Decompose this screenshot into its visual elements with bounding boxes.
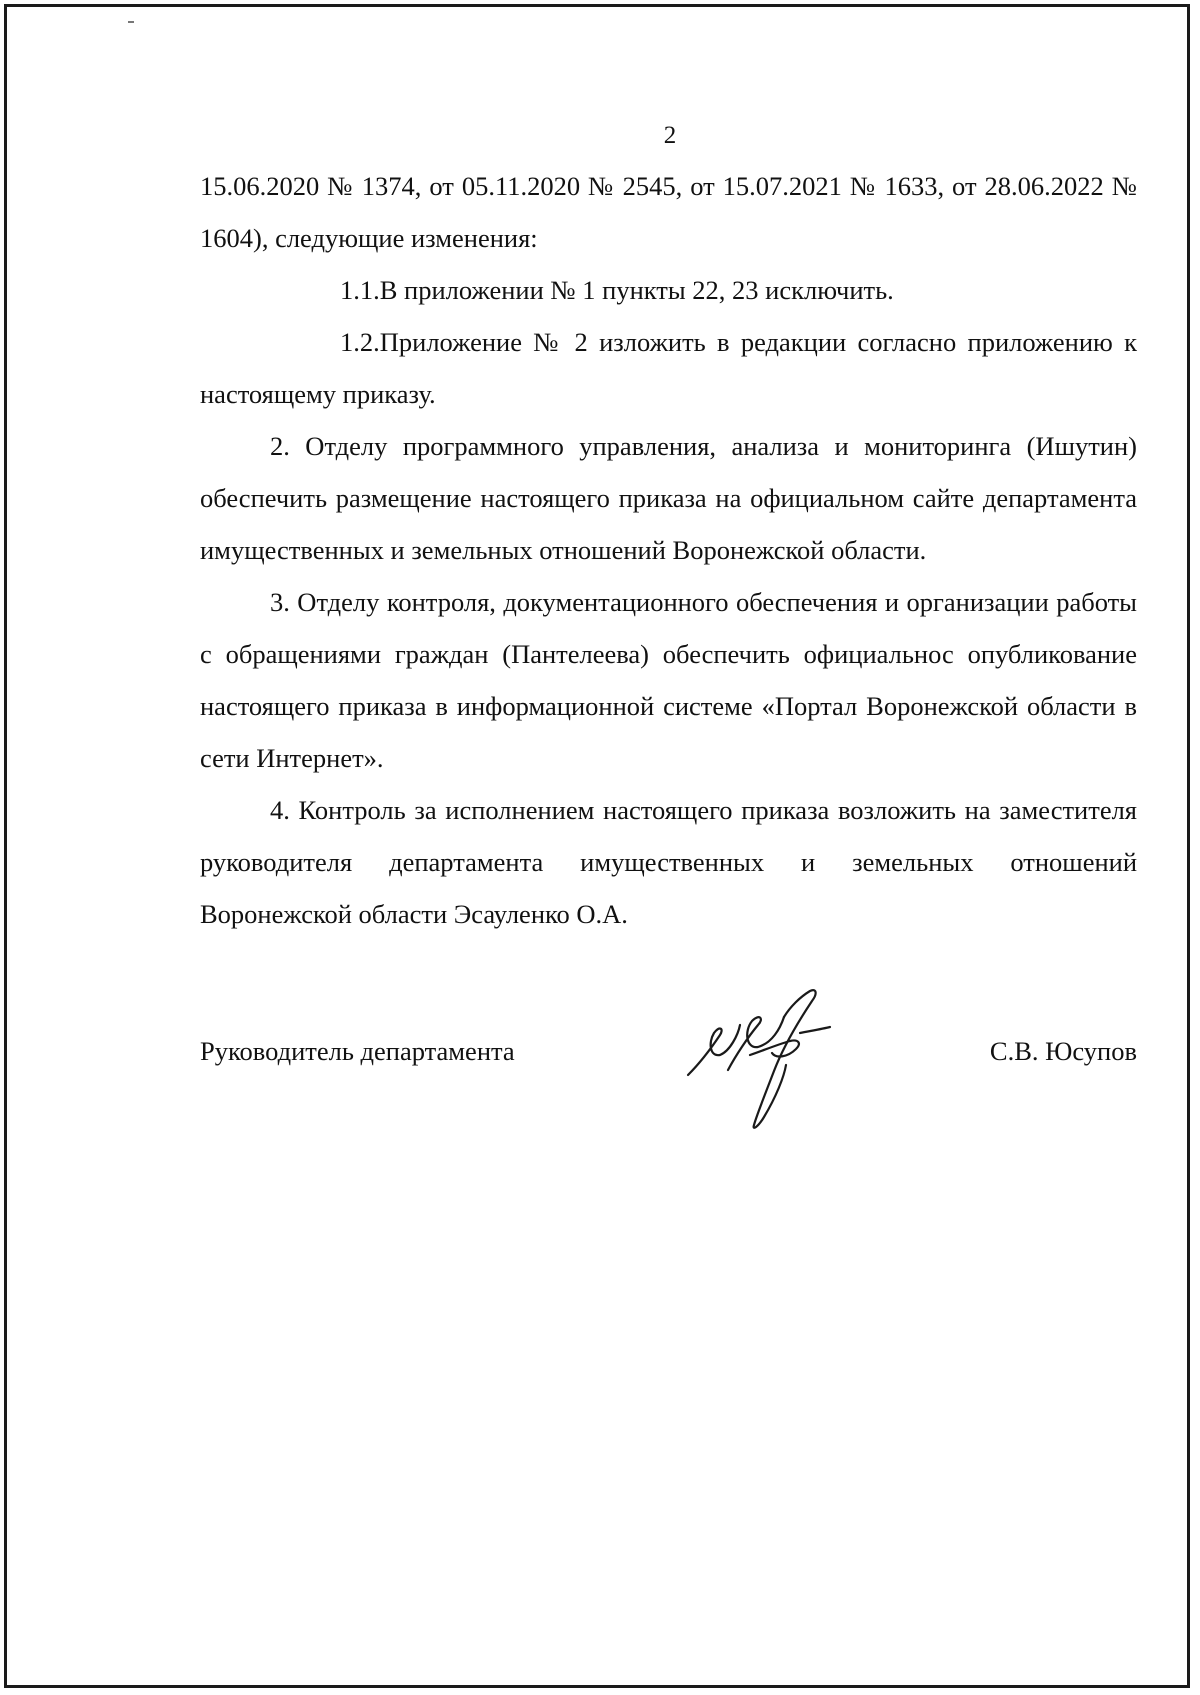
- item-1-2: [200, 316, 1137, 420]
- handwritten-signature: [680, 985, 850, 1130]
- scan-artifact: [128, 21, 134, 23]
- intro-paragraph: 15.06.2020 № 1374, от 05.11.2020 № 2545, от 15.07.2021 № 1633, от 28.06.2022 № 1604), следующие изменения:: [200, 171, 1137, 253]
- item-1-1: [200, 264, 1137, 316]
- item-3: 3. Отделу контроля, документационного обеспечения и организации работы с обращениями граждан (Пантелеева) обеспечить официальнос опубликование настоящего приказа в информационной системе «Портал Воронежской области в сети Интернет».: [200, 587, 1137, 773]
- signature-block: [200, 1036, 1137, 1096]
- item-1-2-text: Приложение № 2 изложить в редакции согласно приложению к настоящему приказу.: [200, 327, 1137, 409]
- item-1-2-number: 1.2.: [340, 327, 380, 357]
- item-1-1-text: В приложении № 1 пункты 22, 23 исключить.: [379, 275, 894, 305]
- document-body: [200, 160, 1137, 940]
- item-2: 2. Отделу программного управления, анализа и мониторинга (Ишутин) обеспечить размещение настоящего приказа на официальном сайте департамента имущественных и земельных отношений Воронежской области.: [200, 431, 1137, 565]
- signer-name: С.В. Юсупов: [989, 1036, 1137, 1066]
- item-1-1-number: 1.1.: [340, 275, 380, 305]
- signer-position: Руководитель департамента: [200, 1036, 515, 1066]
- page-number: 2: [663, 122, 677, 149]
- item-4: 4. Контроль за исполнением настоящего приказа возложить на заместителя руководителя департамента имущественных и земельных отношений Воронежской области Эсауленко О.А.: [200, 795, 1137, 929]
